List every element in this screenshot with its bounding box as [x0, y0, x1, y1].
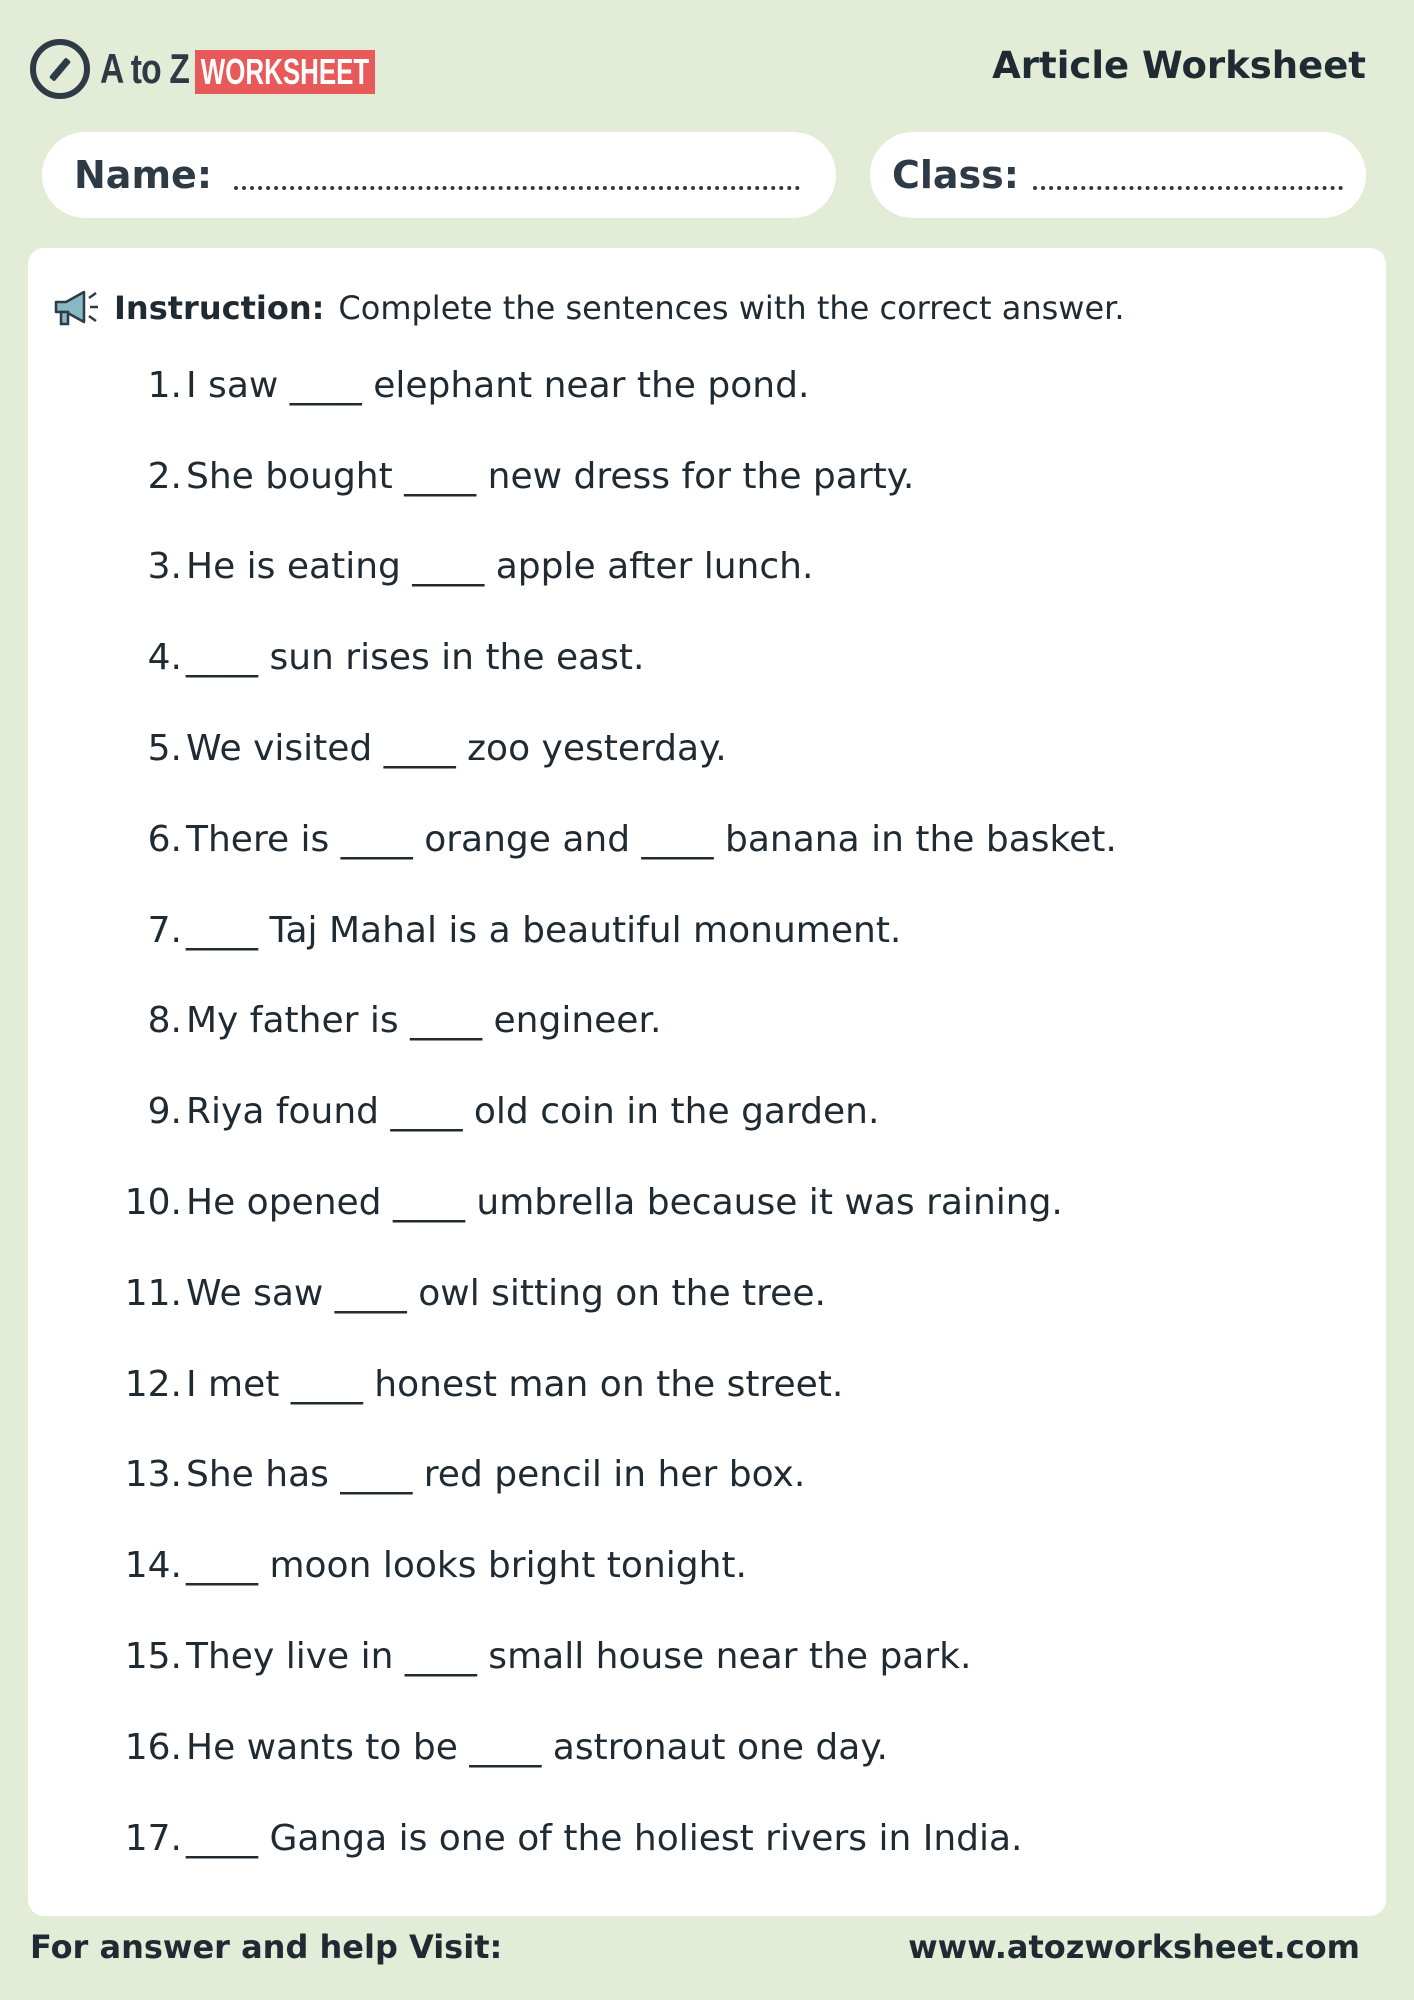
question-text: He wants to be ____ astronaut one day. — [186, 1726, 888, 1768]
name-blank-line[interactable] — [234, 160, 800, 190]
question-number: 15. — [124, 1636, 182, 1678]
question-text: ____ moon looks bright tonight. — [186, 1545, 747, 1587]
logo-text: A to Z — [100, 45, 190, 92]
question-item — [28, 1520, 1386, 1611]
question-text: There is ____ orange and ____ banana in the basket. — [186, 818, 1117, 860]
question-number: 3. — [147, 546, 182, 588]
question-text: I met ____ honest man on the street. — [186, 1363, 844, 1405]
question-number: 1. — [147, 364, 182, 406]
question-item — [28, 976, 1386, 1067]
class-field[interactable] — [870, 132, 1366, 218]
question-number: 6. — [147, 818, 182, 860]
site-logo[interactable] — [30, 38, 370, 100]
question-number: 2. — [147, 455, 182, 497]
question-number: 13. — [124, 1454, 182, 1496]
question-number: 10. — [124, 1182, 182, 1224]
question-number: 16. — [124, 1726, 182, 1768]
question-item — [28, 431, 1386, 522]
question-item — [28, 885, 1386, 976]
question-text: He is eating ____ apple after lunch. — [186, 546, 814, 588]
question-number: 7. — [147, 909, 182, 951]
class-label: Class: — [892, 153, 1019, 197]
question-number: 9. — [147, 1091, 182, 1133]
question-item — [28, 1339, 1386, 1430]
instruction — [52, 286, 1125, 330]
question-text: We saw ____ owl sitting on the tree. — [186, 1272, 826, 1314]
question-text: They live in ____ small house near the park. — [186, 1636, 972, 1678]
question-item — [28, 522, 1386, 613]
footer-website-link[interactable]: www.atozworksheet.com — [908, 1928, 1360, 1966]
instruction-text: Complete the sentences with the correct answer. — [338, 289, 1125, 327]
page-title: Article Worksheet — [992, 44, 1366, 87]
question-text: We visited ____ zoo yesterday. — [186, 728, 727, 770]
name-field[interactable] — [42, 132, 836, 218]
worksheet-card — [28, 248, 1386, 1916]
instruction-label: Instruction: — [114, 289, 325, 327]
question-text: She has ____ red pencil in her box. — [186, 1454, 806, 1496]
question-item — [28, 1793, 1386, 1884]
question-number: 17. — [124, 1817, 182, 1859]
question-number: 12. — [124, 1363, 182, 1405]
question-text: ____ Ganga is one of the holiest rivers in India. — [186, 1817, 1023, 1859]
logo-badge: WORKSHEET — [195, 50, 375, 94]
question-item — [28, 703, 1386, 794]
question-number: 14. — [124, 1545, 182, 1587]
question-item — [28, 340, 1386, 431]
question-item — [28, 1066, 1386, 1157]
question-number: 11. — [124, 1272, 182, 1314]
name-label: Name: — [74, 153, 213, 197]
question-item — [28, 1248, 1386, 1339]
question-text: ____ sun rises in the east. — [186, 637, 645, 679]
question-text: She bought ____ new dress for the party. — [186, 455, 915, 497]
question-item — [28, 612, 1386, 703]
question-text: ____ Taj Mahal is a beautiful monument. — [186, 909, 902, 951]
question-number: 4. — [147, 637, 182, 679]
footer-help-text: For answer and help Visit: — [30, 1928, 503, 1966]
megaphone-icon — [52, 286, 100, 330]
question-item — [28, 794, 1386, 885]
question-number: 8. — [147, 1000, 182, 1042]
page-header — [0, 0, 1414, 130]
question-item — [28, 1611, 1386, 1702]
question-number: 5. — [147, 728, 182, 770]
question-list — [28, 340, 1386, 1884]
class-blank-line[interactable] — [1033, 160, 1343, 190]
question-text: He opened ____ umbrella because it was raining. — [186, 1182, 1063, 1224]
question-item — [28, 1702, 1386, 1793]
question-text: Riya found ____ old coin in the garden. — [186, 1091, 880, 1133]
question-item — [28, 1157, 1386, 1248]
logo-pencil-icon — [30, 39, 90, 99]
question-item — [28, 1430, 1386, 1521]
question-text: My father is ____ engineer. — [186, 1000, 662, 1042]
question-text: I saw ____ elephant near the pond. — [186, 364, 810, 406]
